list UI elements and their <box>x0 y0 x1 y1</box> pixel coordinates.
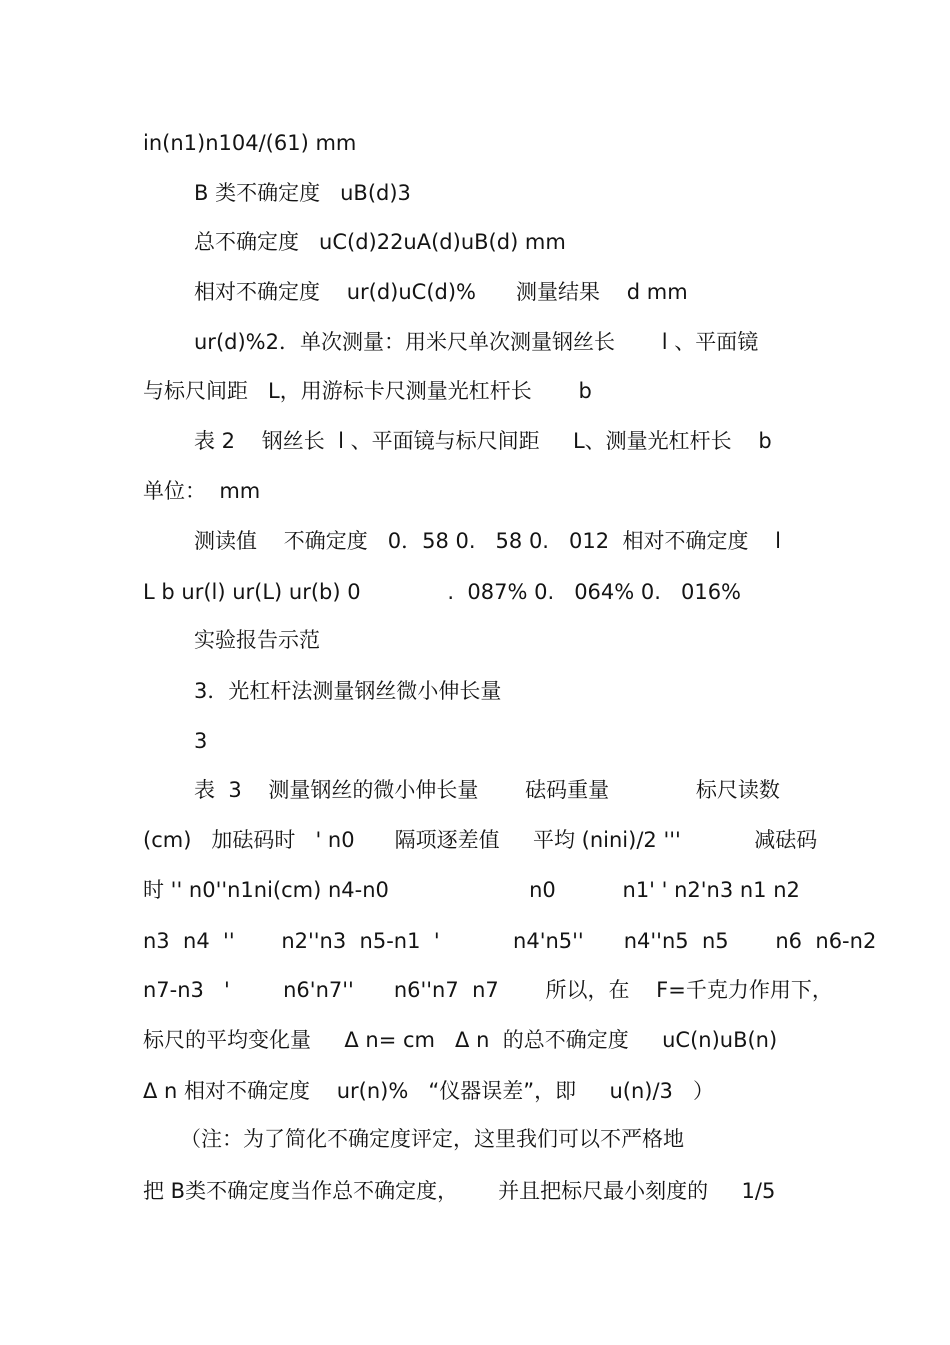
text-line-20: Δ n 相对不确定度 ur(n)% “仪器误差”，即 u(n)/3 ） <box>143 1079 714 1103</box>
text-line-6: 与标尺间距 L，用游标卡尺测量光杠杆长 b <box>143 379 592 403</box>
text-line-8: 单位： mm <box>143 479 261 503</box>
text-line-13: 3 <box>194 729 208 753</box>
text-line-15: (cm) 加砝码时 ' n0 隔项逐差值 平均 (nini)/2 ''' 减砝码 <box>143 828 818 852</box>
text-line-11: 实验报告示范 <box>194 628 320 652</box>
text-line-3: 总不确定度 uC(d)22uA(d)uB(d) mm <box>194 230 566 254</box>
text-line-4: 相对不确定度 ur(d)uC(d)% 测量结果 d mm <box>194 280 688 304</box>
text-line-19: 标尺的平均变化量 Δ n= cm Δ n 的总不确定度 uC(n)uB(n) <box>143 1028 778 1052</box>
text-line-21: （注：为了简化不确定度评定，这里我们可以不严格地 <box>180 1127 684 1151</box>
text-line-14: 表 3 测量钢丝的微小伸长量 砝码重量 标尺读数 <box>194 778 780 802</box>
text-line-16: 时 '' n0''n1ni(cm) n4-n0 n0 n1' ' n2'n3 n1 n2 <box>143 878 800 902</box>
text-line-17: n3 n4 '' n2''n3 n5-n1 ' n4'n5'' n4''n5 n5 n6 n6-n2 <box>143 929 877 953</box>
text-line-22: 把 B类不确定度当作总不确定度， 并且把标尺最小刻度的 1/5 <box>143 1179 776 1203</box>
text-line-9: 测读值 不确定度 0．58 0. 58 0. 012 相对不确定度 l <box>194 529 781 553</box>
text-line-7: 表 2 钢丝长 l 、平面镜与标尺间距 L、测量光杠杆长 b <box>194 429 772 453</box>
text-line-1: in(n1)n104/(61) mm <box>143 131 357 155</box>
text-line-10: L b ur(l) ur(L) ur(b) 0 . 087% 0. 064% 0. 016% <box>143 580 742 604</box>
text-line-18: n7-n3 ' n6'n7'' n6''n7 n7 所以，在 F=千克力作用下， <box>143 978 833 1002</box>
text-line-12: 3．光杠杆法测量钢丝微小伸长量 <box>194 679 502 703</box>
text-line-5: ur(d)%2．单次测量：用米尺单次测量钢丝长 l 、平面镜 <box>194 330 759 354</box>
text-line-2: B 类不确定度 uB(d)3 <box>194 181 411 205</box>
